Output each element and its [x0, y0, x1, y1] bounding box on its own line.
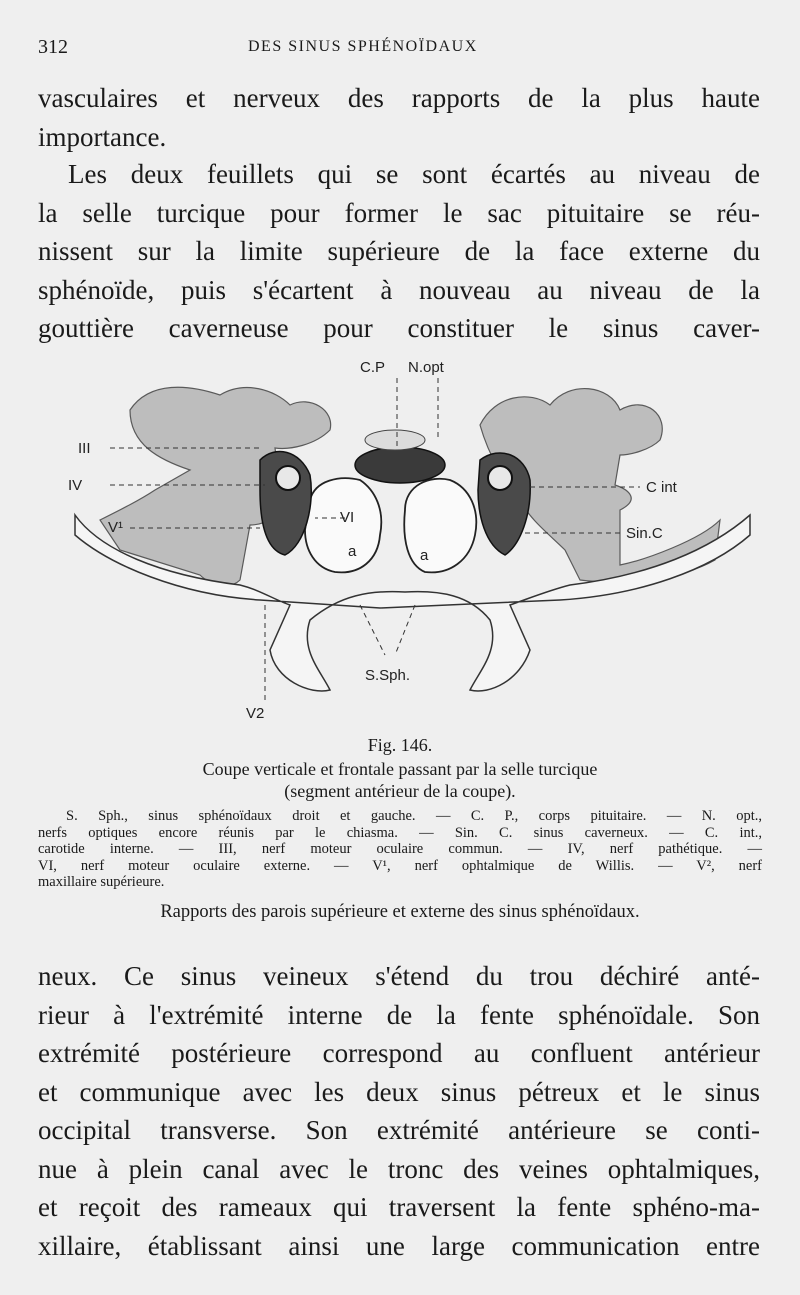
label-v1: V¹: [108, 519, 123, 536]
text-line: et communique avec les deux sinus pétreux et le sinus: [38, 1076, 760, 1107]
left-carotid: [276, 466, 300, 490]
anatomical-figure: [60, 350, 760, 730]
label-cp: C.P: [360, 359, 386, 376]
legend-line: VI, nerf moteur oculaire externe. — V¹, nerf ophtalmique de Willis. — V², nerf: [38, 857, 762, 874]
page-header: [38, 36, 760, 66]
label-a-left: a: [348, 543, 357, 560]
label-sinc: Sin.C: [626, 525, 663, 542]
page-number: 312: [38, 36, 68, 58]
text-line: nue à plein canal avec le tronc des veines ophtalmiques,: [38, 1153, 760, 1184]
right-carotid: [488, 466, 512, 490]
paragraph-continuation: [38, 79, 760, 156]
figure-illustration: [60, 350, 760, 730]
paragraph-cavernous-sinus: [38, 155, 760, 348]
legend-line: maxillaire supérieure.: [38, 874, 165, 890]
text-line: vasculaires et nerveux des rapports de la plus haute: [38, 83, 760, 113]
figure-legend: [38, 808, 762, 891]
label-cint: C int: [646, 479, 677, 496]
label-iii: III: [78, 440, 91, 457]
running-head: DES SINUS SPHÉNOÏDAUX: [248, 38, 478, 55]
paragraph-continuation-2: [38, 957, 760, 1265]
text-line: Les deux feuillets qui se sont écartés au niveau de: [68, 159, 760, 189]
text-line: la selle turcique pour former le sac pituitaire se réu-: [38, 197, 760, 228]
label-vi: VI: [340, 509, 355, 526]
figure-note: Rapports des parois supérieure et externe des sinus sphénoïdaux.: [160, 902, 640, 922]
figure-number: Fig. 146.: [367, 735, 433, 755]
text-line: nissent sur la limite supérieure de la face externe du: [38, 236, 760, 266]
figure-title: [38, 758, 762, 802]
legend-line: nerfs optiques encore réunis par le chiasma. — Sin. C. sinus caverneux. — C. int.,: [38, 824, 762, 841]
label-a-right: a: [420, 547, 429, 564]
legend-line: S. Sph., sinus sphénoïdaux droit et gauche. — C. P., corps pituitaire. — N. opt.,: [66, 808, 762, 824]
pituitary-body: [355, 447, 445, 483]
label-ssph: S.Sph.: [365, 667, 411, 684]
figure-title-line: Coupe verticale et frontale passant par la selle turcique: [202, 759, 598, 779]
text-line: rieur à l'extrémité interne de la fente sphénoïdale. Son: [38, 999, 760, 1030]
text-line: et reçoit des rameaux qui traversent la fente sphéno-ma-: [38, 1192, 760, 1222]
label-iv: IV: [68, 477, 83, 494]
legend-line: carotide interne. — III, nerf moteur oculaire commun. — IV, nerf pathétique. —: [38, 841, 762, 857]
right-sphenoid-sinus: [404, 479, 476, 573]
text-line: neux. Ce sinus veineux s'étend du trou déchiré anté-: [38, 961, 760, 991]
text-line: occipital transverse. Son extrémité antérieure se conti-: [38, 1115, 760, 1145]
text-line: xillaire, établissant ainsi une large communication entre: [38, 1230, 760, 1261]
figure-title-line: (segment antérieur de la coupe).: [284, 781, 516, 801]
label-v2: V2: [246, 705, 265, 722]
text-line: extrémité postérieure correspond au confluent antérieur: [38, 1038, 760, 1068]
text-line: sphénoïde, puis s'écartent à nouveau au niveau de la: [38, 274, 760, 305]
optic-chiasm: [365, 430, 425, 450]
text-line: importance.: [38, 121, 167, 152]
text-line: gouttière caverneuse pour constituer le sinus caver-: [38, 313, 760, 343]
label-nopt: N.opt: [408, 359, 444, 376]
